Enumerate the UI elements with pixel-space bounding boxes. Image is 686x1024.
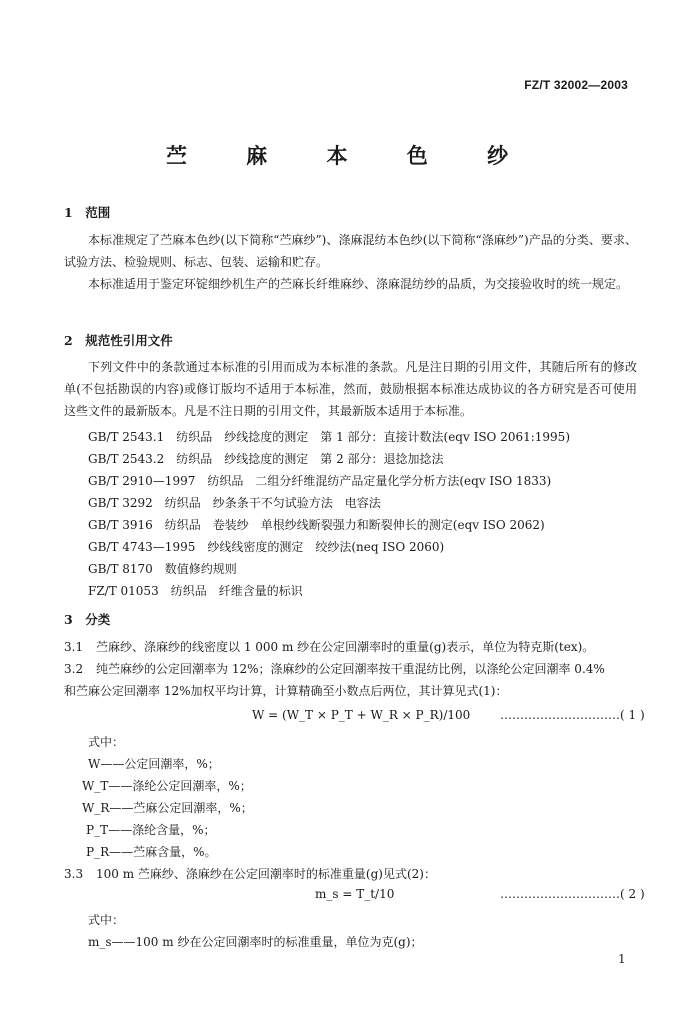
section-2-heading: 2 规范性引用文件 — [64, 333, 173, 348]
reference-item: GB/T 3292 纺织品 纱条条干不匀试验方法 电容法 — [88, 496, 381, 510]
page-number: 1 — [618, 952, 626, 966]
where-label-2: 式中： — [88, 913, 125, 927]
reference-item: GB/T 2543.2 纺织品 纱线捻度的测定 第 2 部分：退捻加捻法 — [88, 452, 444, 466]
formula-2: m_s = T_t/10 — [315, 887, 395, 901]
clause-3-2-line-2: 和苎麻公定回潮率 12%加权平均计算，计算精确至小数点后两位，其计算见式(1)： — [64, 684, 508, 698]
variable-definition: P_R——苎麻含量，%。 — [86, 845, 217, 859]
section-1-paragraph-1: 本标准规定了苎麻本色纱(以下简称“苎麻纱”)、涤麻混纺本色纱(以下简称“涤麻纱”)产品的分类、要求、试验方法、检验规则、标志、包装、运输和贮存。 — [64, 233, 637, 269]
variable-definition: W_T——涤纶公定回潮率，%； — [82, 779, 252, 793]
reference-item: GB/T 2543.1 纺织品 纱线捻度的测定 第 1 部分：直接计数法(eqv ISO 2061:1995) — [88, 430, 570, 444]
reference-item: GB/T 8170 数值修约规则 — [88, 562, 237, 576]
variable-definition: P_T——涤纶含量，%； — [86, 823, 216, 837]
where-label-1: 式中： — [88, 735, 125, 749]
clause-3-2-number: 3.2 — [64, 662, 84, 676]
section-2-intro: 下列文件中的条款通过本标准的引用而成为本标准的条款。凡是注日期的引用文件，其随后所有的修改单(不包括勘误的内容)或修订版均不适用于本标准，然而，鼓励根据本标准达成协议的各方研究是否可使用这些文件的最新版本。凡是不注日期的引用文件，其最新版本适用于本标准。 — [64, 360, 637, 418]
clause-3-3-text: 100 m 苎麻纱、涤麻纱在公定回潮率时的标准重量(g)见式(2)： — [96, 867, 436, 881]
reference-item: GB/T 2910—1997 纺织品 二组分纤维混纺产品定量化学分析方法(eqv ISO 1833) — [88, 474, 552, 488]
reference-item: FZ/T 01053 纺织品 纤维含量的标识 — [88, 584, 303, 598]
reference-item: GB/T 4743—1995 纱线线密度的测定 绞纱法(neq ISO 2060) — [88, 540, 445, 554]
reference-item: GB/T 3916 纺织品 卷装纱 单根纱线断裂强力和断裂伸长的测定(eqv ISO 2062) — [88, 518, 545, 532]
section-3-heading: 3 分类 — [64, 612, 111, 627]
clause-3-3-number: 3.3 — [64, 867, 84, 881]
document-title: 苎 麻 本 色 纱 — [165, 143, 535, 168]
equation-2-tag: …………………………( 2 ) — [500, 887, 645, 901]
section-1-paragraph-2: 本标准适用于鉴定环锭细纱机生产的苎麻长纤维麻纱、涤麻混纺纱的品质，为交接验收时的统一规定。 — [88, 277, 629, 291]
section-1-heading: 1 范围 — [64, 205, 111, 220]
standard-number: FZ/T 32002—2003 — [524, 78, 628, 92]
equation-1-tag: …………………………( 1 ) — [500, 708, 645, 722]
variable-definition: W——公定回潮率，%； — [88, 757, 220, 771]
clause-3-2-line-1: 纯苎麻纱的公定回潮率为 12%；涤麻纱的公定回潮率按干重混纺比例，以涤纶公定回潮率 0.4% — [96, 662, 605, 676]
formula-1: W = (W_T × P_T + W_R × P_R)/100 — [252, 708, 471, 722]
clause-3-1-text: 苎麻纱、涤麻纱的线密度以 1 000 m 纱在公定回潮率时的重量(g)表示，单位为特克斯(tex)。 — [96, 640, 595, 654]
clause-3-1-number: 3.1 — [64, 640, 84, 654]
variable-definition: W_R——苎麻公定回潮率，%； — [82, 801, 253, 815]
variable-definition: m_s——100 m 纱在公定回潮率时的标准重量，单位为克(g)； — [88, 935, 423, 949]
